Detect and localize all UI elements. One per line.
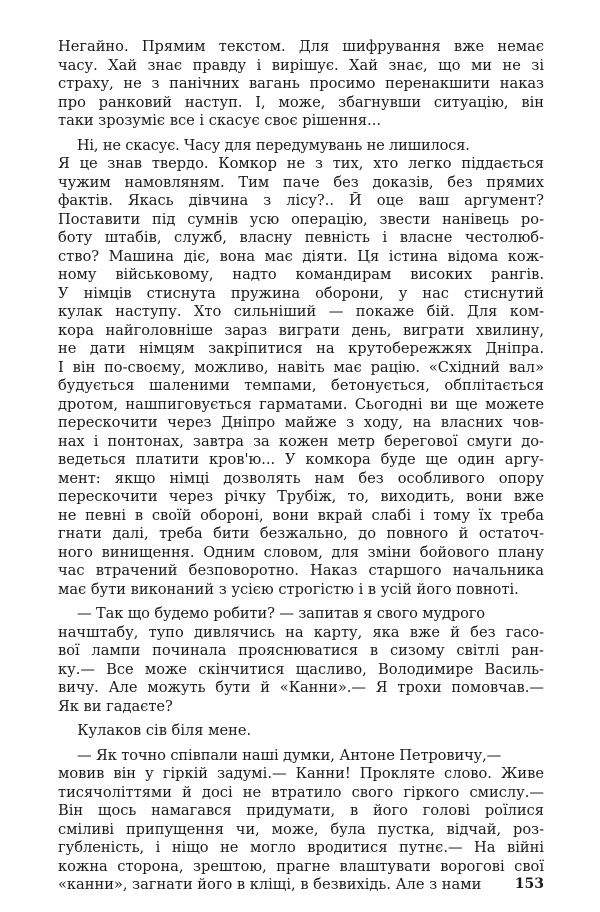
text-line: «канни», загнати його в кліщі, в безвихідь. Але з нами (58, 876, 482, 893)
text-line: нах і понтонах, завтра за кожен метр берегової смуги до- (58, 432, 544, 450)
paragraph (58, 747, 544, 895)
text-line: гнати далі, треба бити безжально, до повного й остаточ- (58, 525, 544, 542)
text-line: тисячоліттями й досі не втратило свого гіркого смислу.— (58, 783, 544, 801)
text-line: У німців стиснута пружина оборони, у нас стиснутий (58, 284, 544, 302)
text-line: Негайно. Прямим текстом. Для шифрування вже немає (58, 38, 544, 55)
text-line: не певні в своїй обороні, вони вкрай слабі і тому їх треба (58, 506, 544, 524)
text-line: — Так що будемо робити? — запитав я свого мудрого (58, 605, 485, 622)
paragraph (58, 38, 544, 131)
text-line: кожна сторона, зрештою, прагне влаштувати ворогові свої (58, 857, 544, 875)
text-line: І він по-своєму, можливо, навіть має рацію. «Східний вал» (58, 358, 544, 376)
text-line: Поставити під сумнів усю операцію, звести нанівець ро- (58, 210, 544, 228)
text-line: мент: якщо німці дозволять нам без особливого опору (58, 469, 544, 487)
text-line: фактів. Якась дівчина з лісу?.. Й оце ваш аргумент? (58, 192, 544, 209)
text-line: начштабу, тупо дивлячись на карту, яка вже й без гасо- (58, 623, 544, 641)
text-line: перескочити через Дніпро майже з ходу, на власних чов- (58, 414, 544, 431)
text-line: ному військовому, надто командирам високих рангів. (58, 266, 544, 283)
text-line: Як ви гадаєте? (58, 697, 173, 715)
paragraph (58, 722, 544, 741)
text-line: вої лампи починала прояснюватися в сизому світлі ран- (58, 642, 544, 659)
paragraph (58, 137, 544, 600)
text-line: не дати німцям закріпитися на крутобережжях Дніпра. (58, 340, 544, 357)
text-line: має бути виконаний з усією строгістю і в усій його повноті. (58, 580, 519, 598)
text-line: вичу. Але можуть бути й «Канни».— Я трохи помовчав.— (58, 679, 544, 696)
text-line: мовив він у гіркій задумі.— Канни! Прокляте слово. Живе (58, 765, 544, 782)
text-line: Ні, не скасує. Часу для передумувань не лишилося. (58, 136, 470, 154)
text-line: губленість, і ніщо не могло вродитися путнє.— На війні (58, 839, 544, 856)
text-line: часу. Хай знає правду і вирішує. Хай знає, що ми не зі (58, 56, 544, 74)
text-line: ку.— Все може скінчитися щасливо, Володимире Василь- (58, 660, 544, 678)
text-line: кора найголовніше зараз виграти день, виграти хвилину, (58, 321, 544, 339)
text-line: кулак наступу. Хто сильніший — покаже бій. Для ком- (58, 303, 544, 320)
text-line: чужим намовляням. Тим паче без доказів, без прямих (58, 173, 544, 191)
body-text (58, 38, 544, 895)
text-line: ство? Машина діє, вона має діяти. Ця істина відома кож- (58, 247, 544, 265)
text-line: Він щось намагався придумати, в його голові роїлися (58, 802, 544, 819)
text-line: Я це знав твердо. Комкор не з тих, хто легко піддається (58, 155, 544, 172)
page-number: 153 (514, 876, 544, 892)
text-line: про ранковий наступ. І, може, збагнувши ситуацію, він (58, 93, 544, 111)
text-line: — Як точно співпали наші думки, Антоне Петровичу,— (58, 746, 502, 764)
text-line: Кулаков сів біля мене. (58, 722, 252, 739)
text-line: сміливі припущення чи, може, була пустка, відчай, роз- (58, 820, 544, 838)
text-line: перескочити через річку Трубіж, то, виходить, вони вже (58, 488, 544, 505)
text-line: дротом, нашпиговується гарматами. Сьогодні ви ще можете (58, 395, 544, 413)
text-line: час втрачений безповоротно. Наказ старшого начальника (58, 562, 544, 579)
text-line: таки зрозуміє все і скасує своє рішення... (58, 112, 382, 129)
text-line: будується шаленими темпами, бетонується, обплітається (58, 377, 544, 394)
paragraph (58, 605, 544, 716)
text-line: боту штабів, служб, власну певність і власне честолюб- (58, 229, 544, 246)
text-line: ного винищення. Одним словом, для зміни бойового плану (58, 543, 544, 561)
text-line: ведеться платити кров'ю... У комкора буде ще один аргу- (58, 451, 544, 468)
text-line: страху, не з панічних вагань просимо перенакшити наказ (58, 75, 544, 92)
